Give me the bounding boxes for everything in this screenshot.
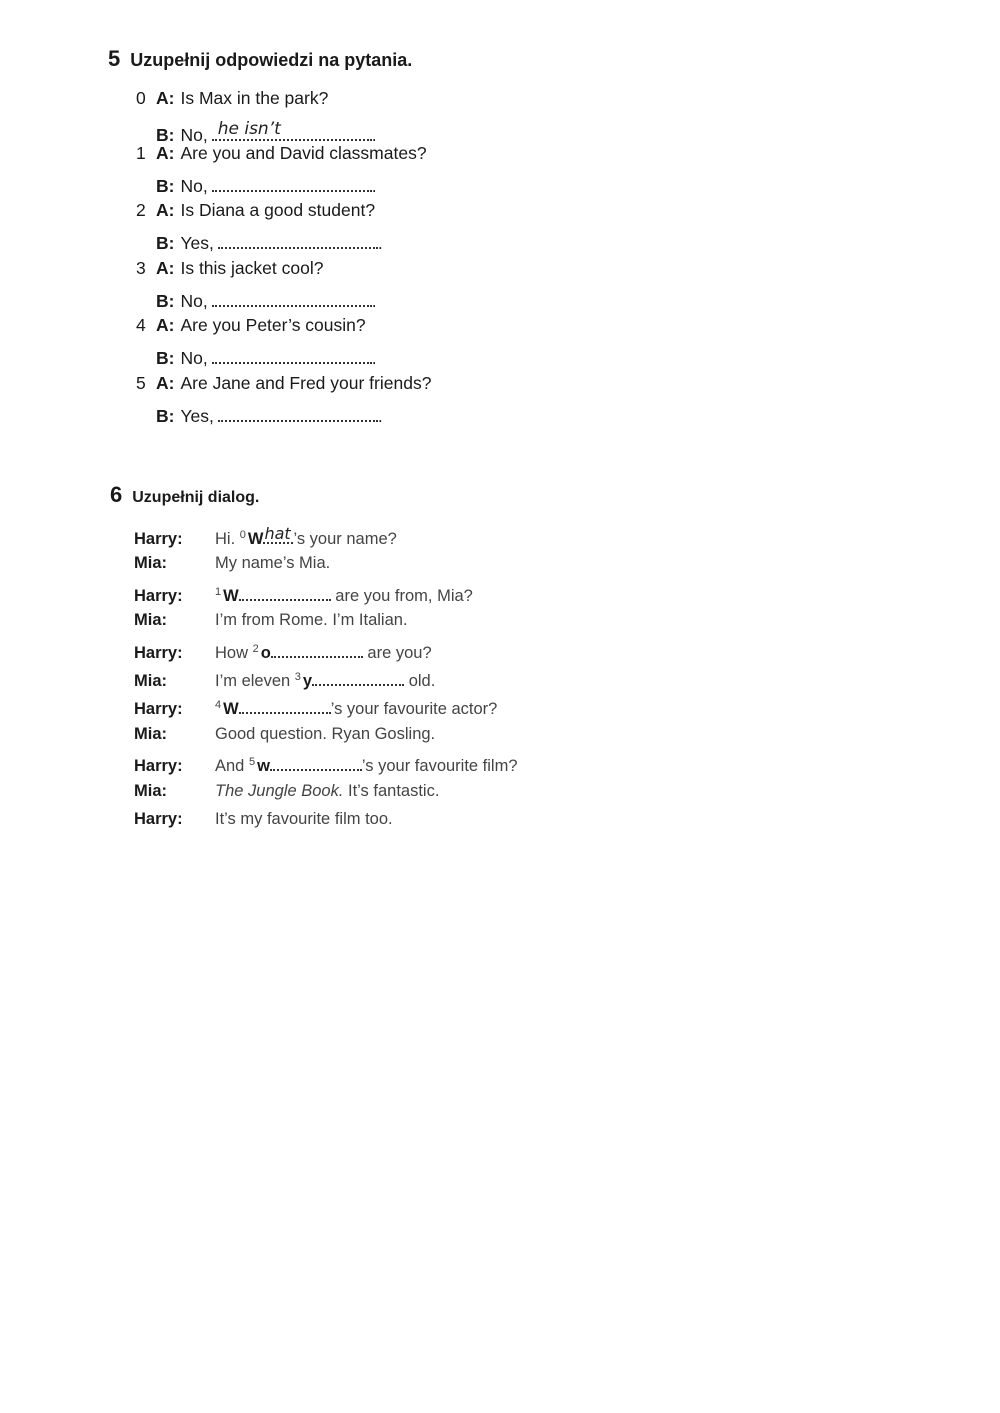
speaker-b-label: B: [156,125,175,145]
gap-blank[interactable] [270,753,362,771]
item-number: 0 [136,88,146,108]
dialog-line [134,668,435,692]
line-text-before: I’m eleven [215,672,291,690]
question-text: Is this jacket cool? [180,258,324,278]
film-title: The Jungle Book. [215,782,344,800]
speaker-name: Mia: [134,725,167,743]
question-row [136,200,375,226]
answer-blank[interactable] [218,402,378,422]
question-text: Is Diana a good student? [180,200,376,220]
speaker-a-label: A: [156,88,175,108]
line-text-after: ’s your favourite film? [361,757,518,775]
reply-start: No, [180,125,208,145]
line-text: My name’s Mia. [215,554,331,572]
gap-number: 2 [252,643,259,655]
dialog-line [134,611,408,635]
gap-blank[interactable] [239,696,331,714]
answer-row [156,344,377,370]
question-text: Is Max in the park? [180,88,329,108]
reply-end: . [371,125,377,145]
gap-first-letter: W [247,530,264,548]
item-number: 2 [136,200,146,220]
speaker-name: Mia: [134,782,167,800]
line-text-after: ’s your favourite actor? [330,700,498,718]
line-text-before: And [215,757,245,775]
reply-end: . [377,233,383,253]
answer-row [156,402,383,428]
dialog-line [134,725,435,749]
dialog-line [134,640,432,664]
reply-end: . [371,291,377,311]
item-number: 1 [136,143,146,163]
speaker-name: Harry: [134,700,183,718]
gap-first-letter: o [260,644,271,662]
line-text: It’s my favourite film too. [215,810,393,828]
dialog-line [134,753,518,777]
question-row [136,258,323,284]
gap-number: 5 [248,756,256,768]
answer-row [156,229,383,255]
gap-number: 4 [215,699,222,711]
line-text-after: are you? [367,644,432,662]
gap-blank[interactable] [239,583,331,601]
answer-blank[interactable] [212,121,372,141]
gap-first-letter: w [257,757,270,775]
speaker-name: Harry: [134,810,183,828]
question-row [136,143,427,169]
reply-start: No, [180,348,208,368]
question-row [136,315,366,341]
item-number: 4 [136,315,146,335]
speaker-a-label: A: [156,373,175,393]
reply-end: . [371,176,377,196]
answer-row [156,287,377,313]
speaker-b-label: B: [156,233,175,253]
line-text-after: ’s your name? [293,530,397,548]
speaker-b-label: B: [156,348,175,368]
line-text: It’s fantastic. [348,782,440,800]
speaker-b-label: B: [156,291,175,311]
answer-blank[interactable] [212,172,372,192]
speaker-name: Mia: [134,611,167,629]
gap-blank[interactable] [263,526,293,544]
reply-start: No, [180,176,208,196]
gap-blank[interactable] [271,640,363,658]
dialog-line [134,583,473,607]
question-text: Are you and David classmates? [180,143,427,163]
dialog-line [134,554,330,578]
speaker-name: Harry: [134,757,183,775]
item-number: 5 [136,373,146,393]
speaker-b-label: B: [156,176,175,196]
reply-end: . [377,406,383,426]
answer-text: he isn’t [217,119,281,139]
gap-first-letter: W [223,700,239,718]
answer-row [156,172,377,198]
gap-first-letter: y [302,672,313,690]
gap-answer: hat [264,524,291,543]
reply-start: Yes, [180,406,214,426]
line-text-before: Hi. [215,530,236,548]
reply-start: No, [180,291,208,311]
speaker-name: Harry: [134,587,183,605]
reply-start: Yes, [180,233,214,253]
speaker-b-label: B: [156,406,175,426]
question-row [136,373,431,399]
speaker-a-label: A: [156,258,175,278]
speaker-a-label: A: [156,143,175,163]
item-number: 3 [136,258,146,278]
question-row [136,88,328,114]
line-text-before: How [215,644,249,662]
answer-blank[interactable] [218,229,378,249]
exercise-number: 6 [110,482,123,507]
gap-number: 0 [239,529,246,541]
question-text: Are you Peter’s cousin? [180,315,366,335]
dialog-line [134,810,393,834]
exercise-6-heading [110,482,259,508]
dialog-line [134,696,497,720]
answer-blank[interactable] [212,287,372,307]
speaker-a-label: A: [156,200,175,220]
question-text: Are Jane and Fred your friends? [180,373,432,393]
exercise-5-heading [108,46,412,72]
answer-blank[interactable] [212,344,372,364]
line-text: Good question. Ryan Gosling. [215,725,436,743]
speaker-name: Mia: [134,672,167,690]
line-text-after: old. [408,672,436,690]
gap-number: 1 [215,586,222,598]
speaker-name: Harry: [134,644,183,662]
dialog-line [134,526,397,550]
speaker-name: Harry: [134,530,183,548]
line-text-after: are you from, Mia? [335,587,473,605]
gap-number: 3 [294,671,301,683]
speaker-name: Mia: [134,554,167,572]
gap-first-letter: W [223,587,239,605]
exercise-number: 5 [108,46,121,71]
exercise-title: Uzupełnij dialog. [132,489,260,506]
speaker-a-label: A: [156,315,175,335]
gap-blank[interactable] [312,668,404,686]
reply-end: . [371,348,377,368]
exercise-title: Uzupełnij odpowiedzi na pytania. [130,50,413,70]
line-text: I’m from Rome. I’m Italian. [215,611,408,629]
dialog-line [134,782,439,806]
